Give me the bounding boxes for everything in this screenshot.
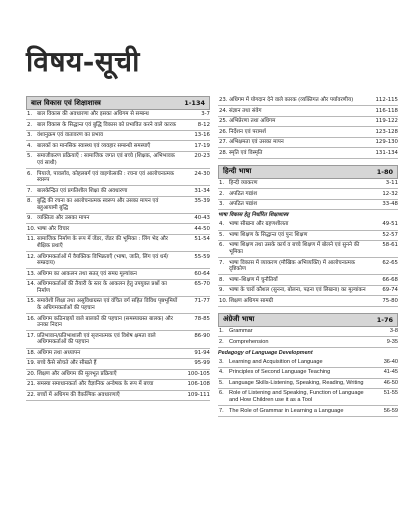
entry-page: 33-48 [382, 201, 398, 208]
toc-entry [26, 359, 210, 369]
entry-title: बालकेन्द्रित एवं प्रगतिशील शिक्षा की अवधारणा [37, 187, 128, 194]
toc-entry [26, 110, 210, 120]
toc-list-hindi-pedagogy [218, 220, 398, 307]
toc-entry [218, 337, 398, 347]
toc-entry [26, 380, 210, 390]
toc-entry [26, 131, 210, 141]
entry-page: 109-111 [187, 391, 210, 398]
toc-list-english-pedagogy [218, 358, 398, 417]
entry-page: 69-74 [382, 287, 398, 294]
entry-page: 13-16 [194, 132, 210, 139]
entry-title: वंशानुक्रम एवं वातावरण का प्रभाव [37, 132, 103, 139]
entry-number: 2. [27, 121, 33, 128]
toc-entry [26, 252, 210, 269]
entry-title: भाषा शिक्षण के सिद्धान्त एवं पुनः शिक्षण [229, 231, 308, 238]
entry-title: अधिगम में योगदान देने वाले कारक (व्यक्तिगत और पर्यावरणीय) [229, 97, 354, 104]
toc-entry [26, 269, 210, 279]
toc-entry [218, 127, 398, 137]
subsection-heading: भाषा विकास हेतु निर्धारित शिक्षाशास्त्र [218, 212, 289, 219]
entry-page: 119-122 [375, 118, 398, 125]
right-column [218, 96, 398, 417]
entry-number: 5. [27, 153, 33, 160]
toc-entry [218, 296, 398, 306]
entry-number: 15. [27, 298, 36, 305]
entry-page: 65-70 [194, 281, 210, 288]
entry-page: 49-51 [382, 221, 398, 228]
entry-title: भाषा और विचार [37, 225, 70, 232]
entry-page: 116-118 [375, 107, 398, 114]
entry-page: 51-54 [194, 236, 210, 243]
toc-entry [26, 214, 210, 224]
toc-entry [218, 189, 398, 199]
entry-number: 11. [27, 236, 36, 243]
entry-title: अपठित पद्यांश [229, 201, 258, 208]
entry-page: 86-90 [194, 332, 210, 339]
toc-entry [218, 148, 398, 158]
entry-title: अधिगमकर्ताओं में वैयक्तिक विभिन्नताएँ (भाषा, जाति, लिंग एवं धर्म/सम्प्रदाय) [37, 253, 169, 267]
entry-page: 24-30 [194, 170, 210, 177]
entry-number: 4. [219, 369, 224, 376]
entry-number: 9. [27, 215, 33, 222]
entry-title: बुद्धि की रचना का आलोचनात्मक स्वरूप और उसका मापन एवं बहुआयामी बुद्धि [37, 198, 159, 211]
entry-page: 131-134 [375, 149, 398, 156]
entry-page: 58-61 [382, 242, 398, 249]
entry-number: 7. [219, 259, 225, 266]
entry-number: 27. [219, 139, 228, 146]
entry-number: 5. [219, 231, 225, 238]
entry-number: 1. [219, 328, 224, 335]
entry-number: 1. [27, 111, 33, 118]
entry-title: अपठित गद्यांश [229, 190, 257, 197]
entry-number: 20. [27, 370, 36, 377]
entry-number: 25. [219, 118, 228, 125]
toc-entry [218, 379, 398, 389]
toc-entry [218, 389, 398, 406]
toc-entry [218, 275, 398, 285]
toc-entry [218, 368, 398, 378]
toc-list-child-development [26, 110, 210, 401]
toc-entry [218, 200, 398, 210]
entry-title: समावेशी शिक्षा तथा असुविधाग्रस्त एवं वंचित वर्ग सहित विविध पृष्ठभूमियों के अधिगमकर्ताओं की पहचान [37, 298, 178, 312]
section-pages: 1-76 [376, 315, 393, 324]
page-title: विषय-सूची [26, 45, 140, 78]
entry-title: भाषा के चारों कौशल (सुनना, बोलना, पढ़ना एवं लिखना) का मूल्यांकन [229, 287, 366, 294]
entry-page: 91-94 [194, 349, 210, 356]
entry-title: Comprehension [229, 338, 269, 345]
toc-entry [218, 327, 398, 337]
entry-number: 4. [219, 221, 225, 228]
entry-title: Principles of Second Language Teaching [229, 369, 331, 376]
entry-title: भाषा–शिक्षण में चुनौतियाँ [229, 276, 278, 283]
entry-page: 129-130 [375, 139, 398, 146]
entry-page: 31-34 [194, 187, 210, 194]
entry-page: 60-64 [194, 270, 210, 277]
entry-page: 3-7 [201, 111, 210, 118]
entry-number: 9. [219, 287, 225, 294]
entry-number: 7. [27, 187, 33, 194]
entry-title: Role of Listening and Speaking, Function of Language and How Children use it as a Tool [229, 390, 364, 404]
entry-page: 3-11 [385, 180, 398, 187]
entry-page: 17-19 [194, 142, 210, 149]
section-pages: 1-80 [376, 167, 393, 176]
entry-page: 71-77 [194, 298, 210, 305]
toc-entry [26, 169, 210, 186]
entry-number: 8. [219, 276, 225, 283]
entry-number: 19. [27, 360, 36, 367]
entry-page: 62-65 [382, 259, 398, 266]
toc-entry [218, 241, 398, 258]
entry-page: 9-35 [386, 338, 398, 345]
entry-page: 52-57 [382, 231, 398, 238]
entry-title: भाषा सीखना और ग्रहणशीलता [229, 221, 289, 228]
entry-page: 44-50 [194, 225, 210, 232]
entry-number: 16. [27, 315, 36, 322]
toc-entry [218, 220, 398, 230]
toc-entry [26, 349, 210, 359]
entry-title: बालकों का मानसिक स्वास्थ्य एवं व्यवहार सम्बन्धी समस्याएँ [37, 142, 151, 149]
entry-title: अभिप्रेरणा तथा अधिगम [229, 118, 276, 125]
entry-number: 10. [27, 225, 36, 232]
entry-page: 40-43 [194, 215, 210, 222]
entry-title: Grammar [229, 328, 253, 335]
entry-title: प्रतिभावान/प्रतिभाशाली एवं सृजनात्मक एवं विशेष क्षमता वाले अधिगमकर्ताओं की पहचान [37, 332, 156, 346]
entry-title: भाषा शिक्षण तथा उसके कार्य व बच्चे शिक्षण में बोलने एवं सुनने की भूमिका [229, 242, 360, 256]
section-pages: 1-134 [184, 99, 205, 107]
entry-number: 26. [219, 128, 228, 135]
entry-number: 23. [219, 97, 228, 104]
entry-title: बाल विकास के सिद्धान्त एवं बुद्धि विकास को प्रभावित करने वाले कारक [37, 121, 177, 128]
entry-page: 55-59 [194, 253, 210, 260]
section-header-english [218, 313, 398, 327]
toc-entry [26, 120, 210, 130]
entry-page: 95-99 [194, 360, 210, 367]
entry-number: 13. [27, 270, 36, 277]
entry-number: 7. [219, 407, 224, 414]
section-title: हिन्दी भाषा [223, 167, 252, 176]
toc-entry [218, 138, 398, 148]
toc-list-child-development-continued [218, 96, 398, 159]
entry-page: 56-59 [383, 407, 398, 414]
entry-page: 51-55 [383, 390, 398, 397]
entry-number: 8. [27, 198, 33, 205]
toc-entry [26, 141, 210, 151]
entry-number: 24. [219, 107, 228, 114]
toc-entry [26, 280, 210, 297]
toc-entry [26, 224, 210, 234]
subsection-heading: Pedagogy of Language Development [218, 349, 313, 356]
toc-entry [218, 117, 398, 127]
entry-number: 14. [27, 281, 36, 288]
section-header-child-development [26, 96, 210, 110]
entry-title: Language Skills-Listening, Speaking, Reading, Writing [229, 379, 364, 386]
toc-entry [26, 235, 210, 252]
entry-page: 100-105 [187, 370, 210, 377]
entry-title: अधिगम कठिनाइयों वाले बालकों की पहचान (समस्याग्रस्त बालक) और उनका निदान [37, 315, 173, 329]
toc-list-english [218, 327, 398, 348]
entry-page: 12-32 [382, 190, 398, 197]
section-title: अंग्रेजी भाषा [223, 315, 255, 324]
entry-number: 6. [219, 390, 224, 397]
entry-page: 3-8 [389, 328, 398, 335]
entry-title: Learning and Acquisition of Language [229, 358, 323, 365]
toc-entry [218, 106, 398, 116]
entry-title: अधिगम का आकलन तथा सतत् एवं समग्र मूल्यांकन [37, 270, 137, 277]
toc-entry [26, 391, 210, 401]
toc-entry [218, 258, 398, 275]
toc-entry [26, 186, 210, 196]
toc-entry [218, 286, 398, 296]
entry-number: 28. [219, 149, 228, 156]
toc-entry [26, 152, 210, 169]
toc-entry [218, 231, 398, 241]
entry-number: 3. [27, 132, 33, 139]
entry-title: बच्चों में अधिगम की वैकल्पिक अवधारणाएँ [37, 391, 120, 398]
toc-entry [218, 96, 398, 106]
entry-number: 4. [27, 142, 33, 149]
entry-title: शिक्षण और अधिगम की मूलभूत प्रक्रियाएँ [37, 370, 117, 377]
entry-number: 3. [219, 358, 224, 365]
entry-page: 35-39 [194, 198, 210, 205]
toc-entry [26, 297, 210, 314]
entry-title: संज्ञान तथा संवेग [229, 107, 262, 114]
entry-number: 3. [219, 201, 225, 208]
section-title: बाल विकास एवं शिक्षाशास्त्र [31, 98, 101, 107]
entry-number: 18. [27, 349, 36, 356]
toc-entry [26, 370, 210, 380]
entry-number: 21. [27, 381, 36, 388]
left-column [26, 96, 210, 401]
toc-entry [218, 179, 398, 189]
entry-page: 20-23 [194, 153, 210, 160]
entry-title: बच्चे कैसे सोचते और सीखते हैं [37, 360, 97, 367]
toc-entry [218, 406, 398, 416]
toc-entry [26, 314, 210, 331]
entry-page: 66-68 [382, 276, 398, 283]
entry-title: सामाजिक निर्माण के रूप में जेंडर, जेंडर की भूमिका : लिंग भेद और शैक्षिक प्रथाएँ [37, 236, 168, 250]
entry-title: हिन्दी व्याकरण [229, 180, 258, 187]
entry-page: 78-85 [194, 315, 210, 322]
entry-title: समस्या समाधानकर्ता और वैज्ञानिक अन्वेषक के रूप में बच्चा [37, 381, 154, 388]
entry-page: 75-80 [382, 297, 398, 304]
entry-page: 41-45 [383, 369, 398, 376]
entry-number: 10. [219, 297, 228, 304]
entry-page: 8-12 [197, 121, 210, 128]
entry-page: 106-108 [187, 381, 210, 388]
entry-number: 6. [27, 170, 33, 177]
entry-title: स्मृति एवं विस्मृति [229, 149, 263, 156]
entry-number: 2. [219, 338, 224, 345]
entry-page: 36-40 [383, 358, 398, 365]
entry-title: निर्देशन एवं परामर्श [229, 128, 266, 135]
entry-title: भाषा विकास में व्याकरण (मौखिक अभिव्यक्ति) में आलोचनात्मक दृष्टिकोण [229, 259, 355, 273]
entry-title: व्यक्तित्व और उसका मापन [37, 215, 90, 222]
entry-title: अधिगमकर्ताओं की तैयारी के स्तर के आकलन हेतु उपयुक्त प्रश्नों का निर्माण [37, 281, 167, 294]
entry-title: पियाजे, पावलॉव, कोहलबर्ग एवं वाइगोत्सकी : रचना एवं आलोचनात्मक स्वरूप [37, 170, 175, 184]
entry-number: 17. [27, 332, 36, 339]
toc-list-hindi [218, 179, 398, 210]
entry-title: अधिगम तथा अध्यापन [37, 349, 81, 356]
toc-entry [26, 331, 210, 348]
entry-title: अभिक्षमता एवं उसका मापन [229, 139, 284, 146]
entry-number: 12. [27, 253, 36, 260]
entry-number: 5. [219, 379, 224, 386]
entry-number: 2. [219, 190, 225, 197]
section-header-hindi [218, 165, 398, 179]
entry-page: 123-128 [375, 128, 398, 135]
entry-title: बाल विकास की अवधारणा और इसका अधिगम से सम्बन्ध [37, 111, 149, 118]
entry-number: 1. [219, 180, 225, 187]
toc-entry [26, 197, 210, 214]
entry-title: शिक्षण अधिगम सामग्री [229, 297, 274, 304]
toc-entry [218, 358, 398, 368]
entry-title: समाजीकरण प्रक्रियाएँ : सामाजिक जगत एवं बच्चे (शिक्षक, अभिभावक एवं साथी) [37, 153, 175, 167]
entry-number: 6. [219, 242, 225, 249]
entry-number: 22. [27, 391, 36, 398]
entry-title: The Role of Grammar in Learning a Language [229, 407, 344, 414]
entry-page: 46-50 [383, 379, 398, 386]
entry-page: 112-115 [375, 97, 398, 104]
